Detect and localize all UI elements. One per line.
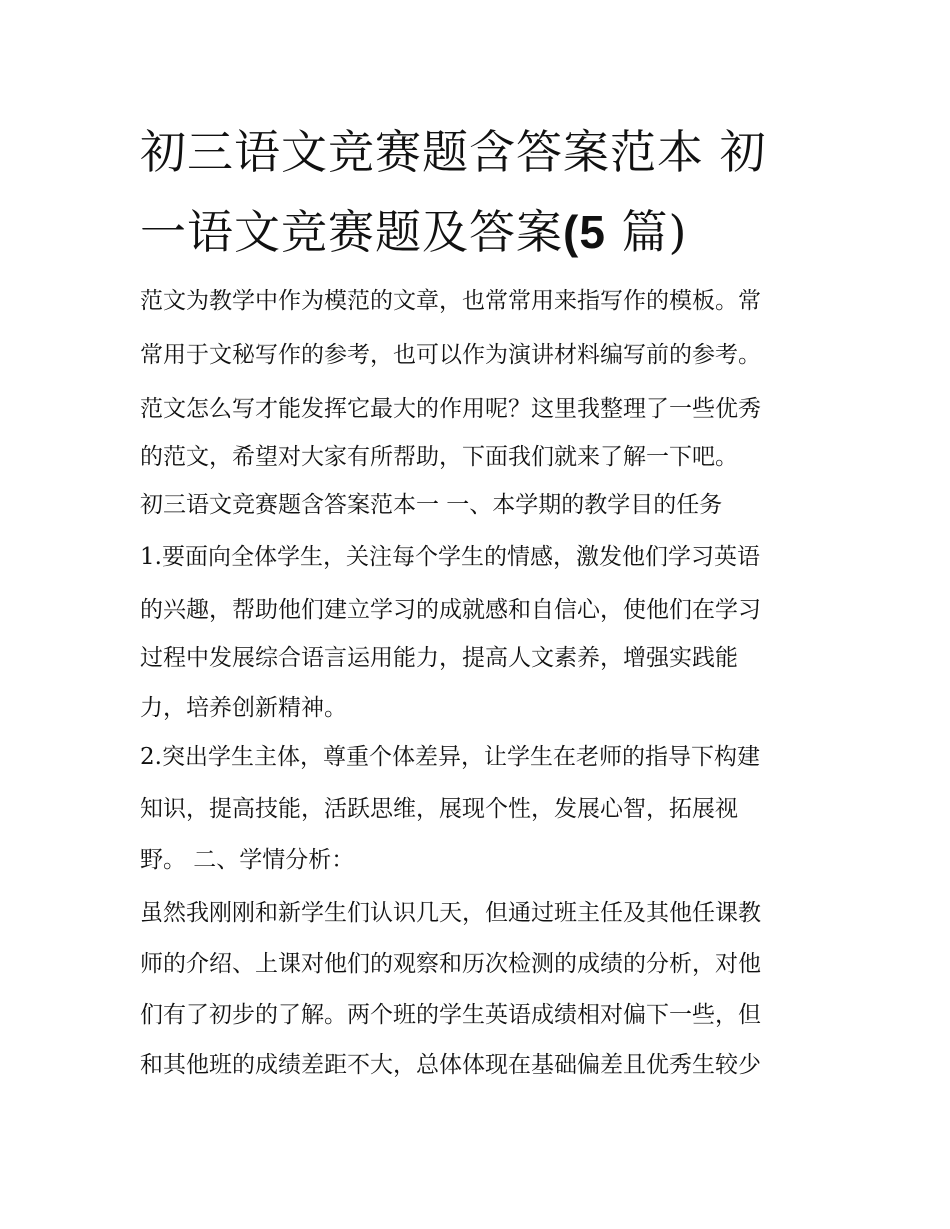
body-line-4: 的范文，希望对大家有所帮助，下面我们就来了解一下吧。 <box>140 444 738 470</box>
body-line-3: 范文怎么写才能发挥它最大的作用呢？这里我整理了一些优秀 <box>140 396 761 422</box>
body-line-1: 范文为教学中作为模范的文章，也常常用来指写作的模板。常 <box>140 288 761 314</box>
body-line-7: 的兴趣，帮助他们建立学习的成就感和自信心，使他们在学习 <box>140 597 761 623</box>
title-line-2-number: (5 <box>563 206 606 258</box>
body-line-2: 常用于文秘写作的参考，也可以作为演讲材料编写前的参考。 <box>140 342 761 368</box>
body-line-5: 初三语文竞赛题含答案范本一 一、本学期的教学目的任务 <box>140 492 723 518</box>
title-line-1: 初三语文竞赛题含答案范本 初 <box>140 125 767 179</box>
body-line-15: 们有了初步的了解。两个班的学生英语成绩相对偏下一些，但 <box>140 1002 761 1028</box>
body-line-13: 虽然我刚刚和新学生们认识几天，但通过班主任及其他任课教 <box>140 900 761 926</box>
title-line-2-suffix: 篇) <box>605 205 688 259</box>
body-line-10: 2.突出学生主体，尊重个体差异，让学生在老师的指导下构建 <box>140 744 760 770</box>
body-line-11: 知识，提高技能，活跃思维，展现个性，发展心智，拓展视 <box>140 796 738 822</box>
title-line-2-text: 一语文竞赛题及答案 <box>140 205 563 259</box>
body-line-6: 1.要面向全体学生，关注每个学生的情感，激发他们学习英语 <box>140 544 760 570</box>
document-title <box>140 112 820 272</box>
body-line-16: 和其他班的成绩差距不大，总体体现在基础偏差且优秀生较少 <box>140 1052 761 1078</box>
body-line-12: 野。 二、学情分析： <box>140 847 355 873</box>
body-line-14: 师的介绍、上课对他们的观察和历次检测的成绩的分析，对他 <box>140 951 761 977</box>
body-line-8: 过程中发展综合语言运用能力，提高人文素养，增强实践能 <box>140 645 738 671</box>
body-line-9: 力，培养创新精神。 <box>140 695 347 721</box>
